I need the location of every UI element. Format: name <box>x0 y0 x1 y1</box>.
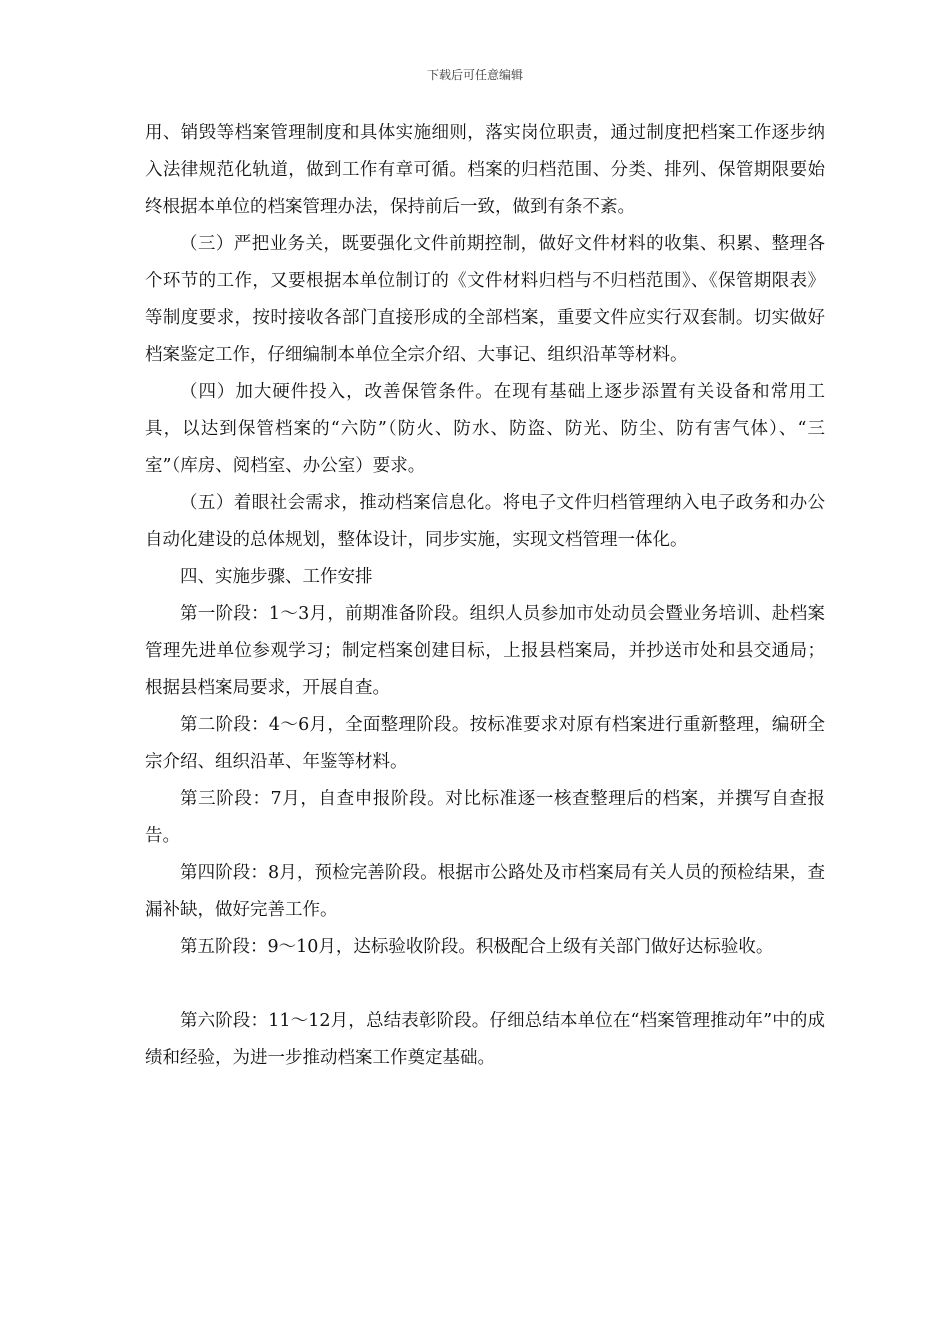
paragraph-stage-4: 第四阶段：8月，预检完善阶段。根据市公路处及市档案局有关人员的预检结果，查漏补缺，做好完善工作。 <box>145 863 825 920</box>
paragraph-section-3: （三）严把业务关，既要强化文件前期控制，做好文件材料的收集、积累、整理各个环节的工作，又要根据本单位制订的《文件材料归档与不归档范围》、《保管期限表》等制度要求，按时接收各部门直接形成的全部档案，重要文件应实行双套制。切实做好档案鉴定工作，仔细编制本单位全宗介绍、大事记、组织沿革等材料。 <box>145 234 825 365</box>
paragraph-stage-5: 第五阶段：9～10月，达标验收阶段。积极配合上级有关部门做好达标验收。 <box>180 937 774 957</box>
document-body <box>145 115 825 1077</box>
paragraph-stage-6: 第六阶段：11～12月，总结表彰阶段。仔细总结本单位在“档案管理推动年”中的成绩和经验，为进一步推动档案工作奠定基础。 <box>145 1011 825 1068</box>
paragraph-stage-2: 第二阶段：4～6月，全面整理阶段。按标准要求对原有档案进行重新整理，编研全宗介绍、组织沿革、年鉴等材料。 <box>145 715 825 772</box>
page-header-note: 下载后可任意编辑 <box>426 68 523 82</box>
blank-line <box>145 966 825 1003</box>
paragraph-stage-3: 第三阶段：7月，自查申报阶段。对比标准逐一核查整理后的档案，并撰写自查报告。 <box>145 789 825 846</box>
section-heading-steps: 四、实施步骤、工作安排 <box>180 567 373 587</box>
paragraph-section-4: （四）加大硬件投入，改善保管条件。在现有基础上逐步添置有关设备和常用工具，以达到保管档案的“六防”（防火、防水、防盗、防光、防尘、防有害气体）、“三室”（库房、阅档室、办公室）要求。 <box>145 382 825 476</box>
paragraph-section-5: （五）着眼社会需求，推动档案信息化。将电子文件归档管理纳入电子政务和办公自动化建设的总体规划，整体设计，同步实施，实现文档管理一体化。 <box>145 493 825 550</box>
paragraph-stage-1: 第一阶段：1～3月，前期准备阶段。组织人员参加市处动员会暨业务培训、赴档案管理先进单位参观学习；制定档案创建目标，上报县档案局，并抄送市处和县交通局；根据县档案局要求，开展自查。 <box>145 604 825 698</box>
paragraph-continuation: 用、销毁等档案管理制度和具体实施细则，落实岗位职责，通过制度把档案工作逐步纳入法律规范化轨道，做到工作有章可循。档案的归档范围、分类、排列、保管期限要始终根据本单位的档案管理办法，保持前后一致，做到有条不紊。 <box>145 123 825 217</box>
